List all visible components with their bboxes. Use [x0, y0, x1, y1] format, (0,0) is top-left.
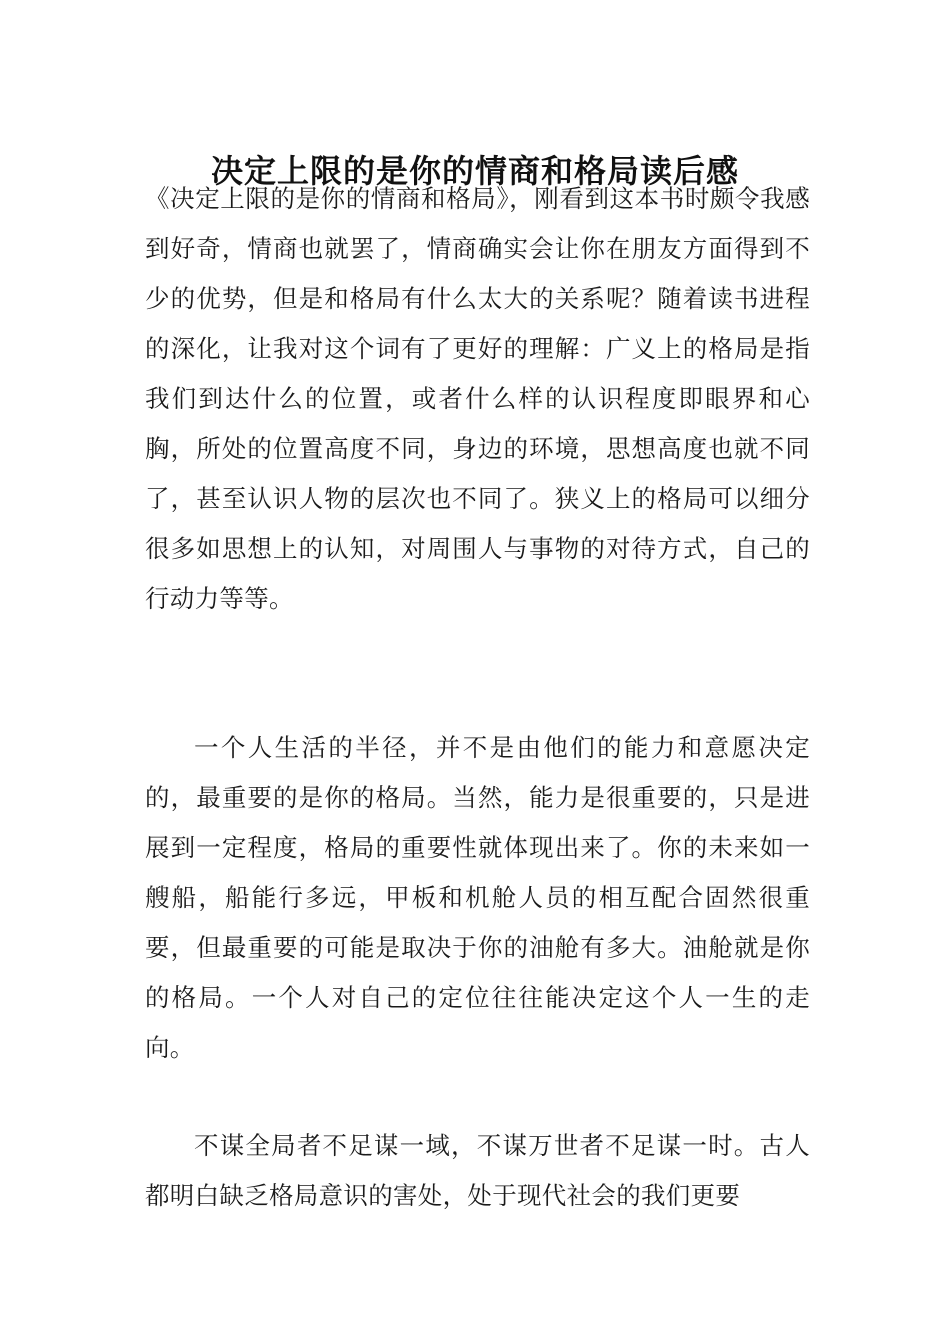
- document-title: 决定上限的是你的情商和格局读后感: [210, 152, 739, 191]
- paragraph-2: 一个人生活的半径，并不是由他们的能力和意愿决定的，最重要的是你的格局。当然，能力是很重要的，只是进展到一定程度，格局的重要性就体现出来了。你的未来如一艘船，船能行多远，甲板和机舱人员的相互配合固然很重要，但最重要的可能是取决于你的油舱有多大。油舱就是你的格局。一个人对自己的定位往往能决定这个人一生的走向。: [145, 733, 810, 1062]
- paragraph-1: 《决定上限的是你的情商和格局》，刚看到这本书时颇令我感到好奇，情商也就罢了，情商确实会让你在朋友方面得到不少的优势，但是和格局有什么太大的关系呢？随着读书进程的深化，让我对这个词有了更好的理解：广义上的格局是指我们到达什么的位置，或者什么样的认识程度即眼界和心胸，所处的位置高度不同，身边的环境，思想高度也就不同了，甚至认识人物的层次也不同了。狭义上的格局可以细分很多如思想上的认知，对周围人与事物的对待方式，自己的行动力等等。: [145, 184, 810, 613]
- paragraph-3: 不谋全局者不足谋一域，不谋万世者不足谋一时。古人都明白缺乏格局意识的害处，处于现代社会的我们更要: [145, 1131, 810, 1210]
